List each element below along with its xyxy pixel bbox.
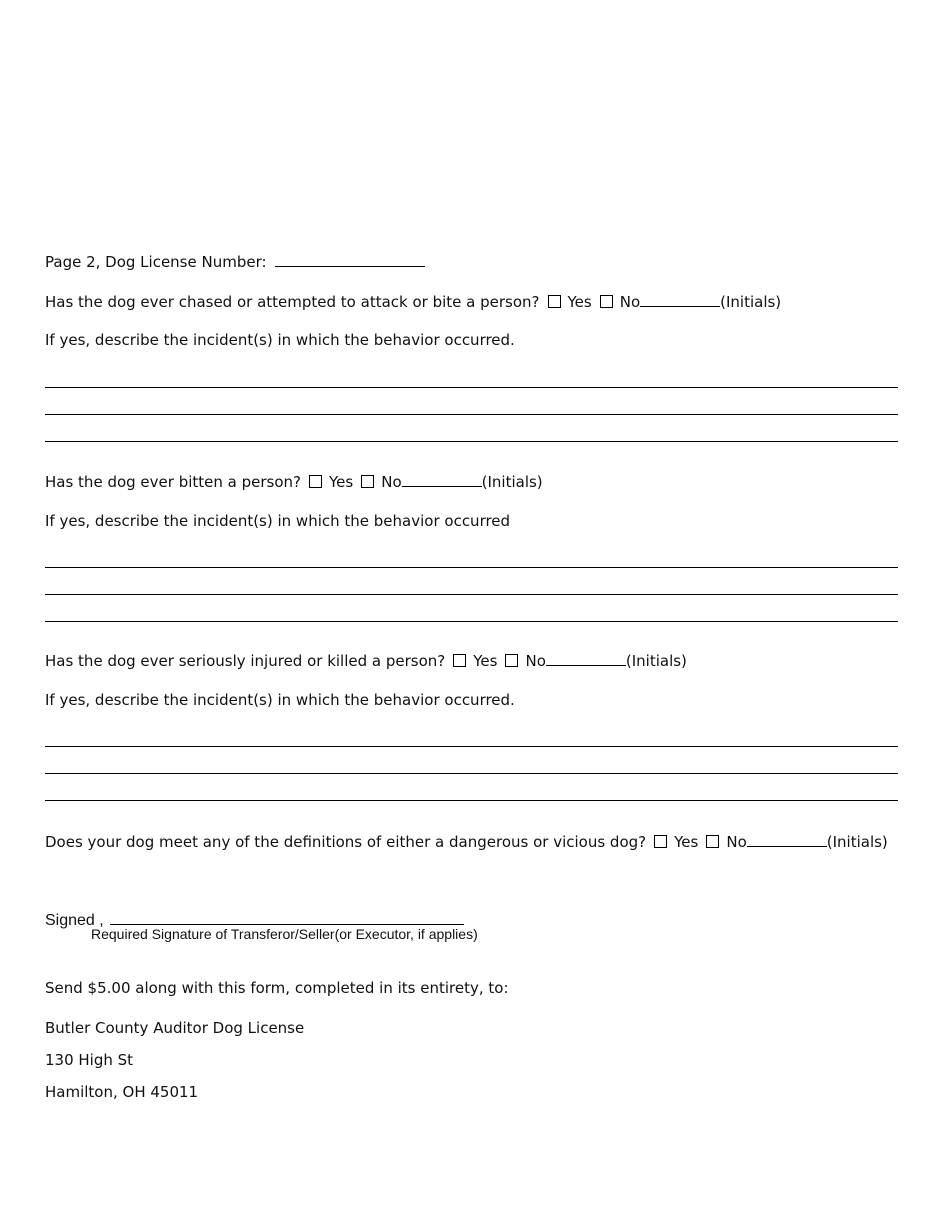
question-bitten-no-checkbox[interactable] [361,475,374,488]
no-label: No [726,833,747,851]
question-injured-text: Has the dog ever seriously injured or killed a person? [45,652,446,670]
yes-label: Yes [329,473,354,491]
address-line-3: Hamilton, OH 45011 [45,1083,199,1101]
yes-label: Yes [567,293,592,311]
address-line-1: Butler County Auditor Dog License [45,1019,305,1037]
signature-field[interactable] [110,909,464,925]
no-label: No [619,293,641,311]
question-injured-row [45,651,687,670]
license-number-row [45,252,425,271]
question-chased-describe: If yes, describe the incident(s) in which the behavior occurred. [45,331,515,349]
description-line[interactable] [45,621,898,622]
description-line[interactable] [45,567,898,568]
question-bitten-yes-checkbox[interactable] [309,475,322,488]
address-line-2: 130 High St [45,1051,134,1069]
question-dangerous-initials-field[interactable] [747,832,827,847]
question-chased-row [45,292,781,311]
description-line[interactable] [45,773,898,774]
question-chased-no-checkbox[interactable] [600,295,613,308]
license-number-field[interactable] [275,252,425,267]
description-line[interactable] [45,800,898,801]
description-line[interactable] [45,414,898,415]
description-line[interactable] [45,594,898,595]
question-injured-initials-field[interactable] [546,651,626,666]
mailing-instruction: Send $5.00 along with this form, completed in its entirety, to: [45,979,509,997]
description-line[interactable] [45,441,898,442]
license-number-label: Page 2, Dog License Number: [45,253,267,271]
no-label: No [381,473,402,491]
question-bitten-initials-field[interactable] [402,472,482,487]
question-chased-yes-checkbox[interactable] [548,295,561,308]
description-line[interactable] [45,746,898,747]
initials-label: (Initials) [625,652,687,670]
no-label: No [525,652,546,670]
signature-label: Signed , [45,912,104,929]
question-bitten-describe: If yes, describe the incident(s) in which the behavior occurred [45,512,511,530]
question-dangerous-no-checkbox[interactable] [706,835,719,848]
question-dangerous-row [45,832,888,851]
question-injured-describe: If yes, describe the incident(s) in which the behavior occurred. [45,691,515,709]
description-line[interactable] [45,387,898,388]
question-injured-no-checkbox[interactable] [505,654,518,667]
question-injured-yes-checkbox[interactable] [453,654,466,667]
question-dangerous-yes-checkbox[interactable] [654,835,667,848]
initials-label: (Initials) [826,833,888,851]
initials-label: (Initials) [720,293,782,311]
question-chased-text: Has the dog ever chased or attempted to attack or bite a person? [45,293,540,311]
initials-label: (Initials) [481,473,543,491]
question-chased-initials-field[interactable] [640,292,720,307]
question-bitten-text: Has the dog ever bitten a person? [45,473,301,491]
question-dangerous-text: Does your dog meet any of the definitions of either a dangerous or vicious dog? [45,833,647,851]
signature-caption: Required Signature of Transferor/Seller(or Executor, if applies) [91,926,478,942]
yes-label: Yes [473,652,498,670]
yes-label: Yes [674,833,699,851]
question-bitten-row [45,472,543,491]
